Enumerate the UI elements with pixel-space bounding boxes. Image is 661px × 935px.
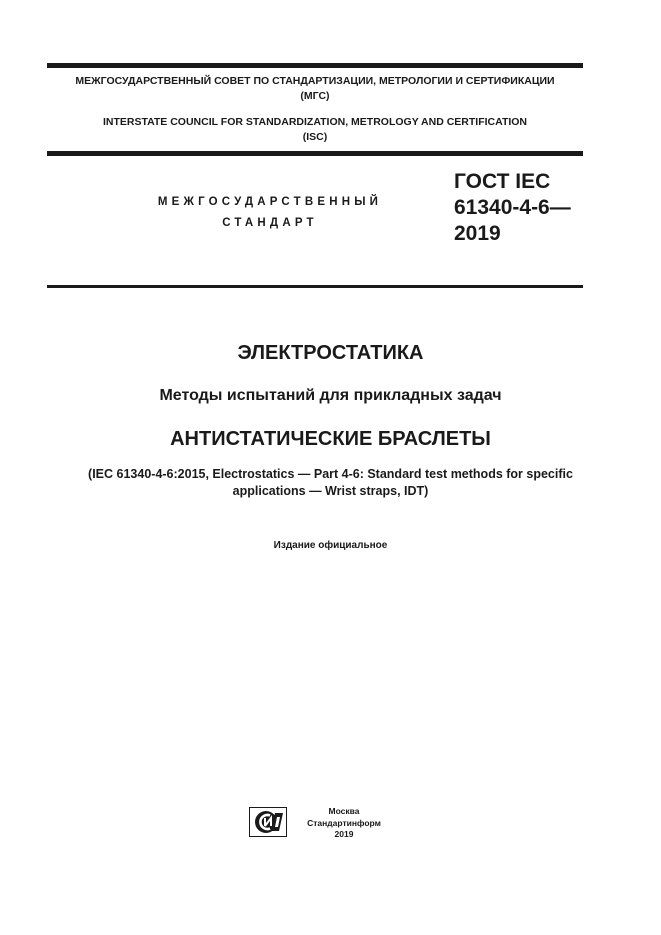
- gost-number-line2: 61340-4-6—: [454, 196, 571, 219]
- council-name-ru: [47, 74, 583, 104]
- council-name-en: [47, 115, 583, 145]
- iec-reference: [40, 466, 621, 500]
- middle-rule: [47, 151, 583, 156]
- standard-kind-line1: МЕЖГОСУДАРСТВЕННЫЙ: [157, 196, 383, 208]
- standartinform-logo-icon: [249, 807, 287, 837]
- bottom-rule: [47, 285, 583, 288]
- council-en-line: INTERSTATE COUNCIL FOR STANDARDIZATION, METROLOGY AND CERTIFICATION: [102, 116, 528, 128]
- document-part-title: АНТИСТАТИЧЕСКИЕ БРАСЛЕТЫ: [170, 428, 491, 450]
- publisher-city: Москва: [328, 806, 360, 816]
- publisher-name: Стандартинформ: [307, 817, 381, 828]
- council-ru-line: МЕЖГОСУДАРСТВЕННЫЙ СОВЕТ ПО СТАНДАРТИЗАЦИИ, МЕТРОЛОГИИ И СЕРТИФИКАЦИИ: [75, 75, 555, 87]
- iec-reference-line2: applications — Wrist straps, IDT): [232, 484, 429, 498]
- top-rule: [47, 63, 583, 68]
- document-subtitle: Методы испытаний для прикладных задач: [159, 387, 502, 404]
- standard-kind: [130, 192, 410, 234]
- iec-reference-line1: (IEC 61340-4-6:2015, Electrostatics — Part 4-6: Standard test methods for specific: [88, 467, 573, 481]
- edition-note: Издание официальное: [273, 540, 388, 551]
- standard-kind-line2: СТАНДАРТ: [222, 217, 318, 229]
- publisher-info: [306, 806, 382, 841]
- council-ru-abbr: (МГС): [300, 90, 330, 102]
- document-title: ЭЛЕКТРОСТАТИКА: [237, 342, 424, 364]
- gost-number: [454, 169, 594, 247]
- publisher-year: 2019: [334, 829, 354, 839]
- gost-number-line3: 2019: [454, 222, 501, 245]
- council-en-abbr: (ISC): [302, 131, 328, 143]
- gost-number-line1: ГОСТ IEC: [454, 170, 551, 193]
